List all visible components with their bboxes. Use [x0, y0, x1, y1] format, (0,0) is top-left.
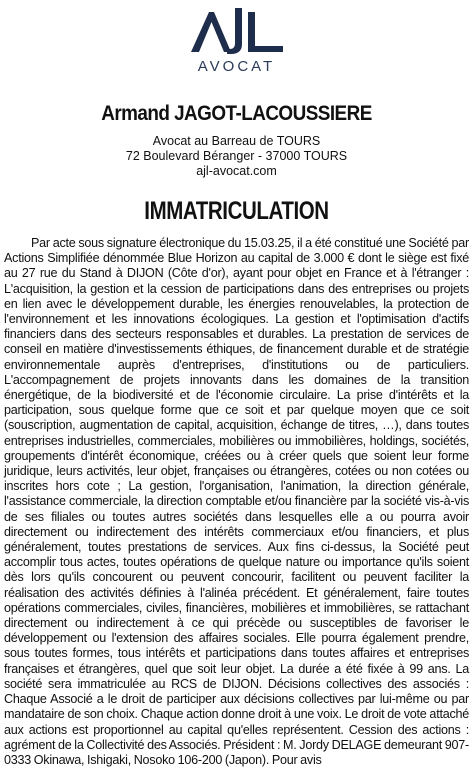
bar-affiliation: Avocat au Barreau de TOURS — [152, 134, 321, 148]
website-link[interactable]: ajl-avocat.com — [196, 164, 277, 178]
ajl-logo-mark — [187, 6, 287, 56]
notice-title: IMMATRICULATION — [144, 197, 329, 225]
office-address: 72 Boulevard Béranger - 37000 TOURS — [125, 149, 348, 163]
logo-subtitle: AVOCAT — [197, 58, 276, 75]
firm-logo — [0, 6, 473, 76]
notice-body: Par acte sous signature électronique du 15.03.25, il a été constitué une Société par Actions Simplifiée dénommée Blue Horizon au capital de 3.000 € dont le siège est fixé au 27 rue du Stand à DIJON (Côte d'or), ayant pour objet en France et à l'étranger : L'acquisition, la gestion et la cession de participations dans des entreprises ou projets en lien avec le développement durable, les énergies renouvelables, la protection de l'environnement et les innovations écologiques. La gestion et l'optimisation d'actifs financiers dans des secteurs responsables et durables. La prestation de services de conseil en matière d'investissements éthiques, de financement durable et de stratégie environnementale auprès d'entreprises, d'institutions ou de particuliers. L'accompagnement de projets innovants dans les domaines de la transition énergétique, de la biodiversité et de l'économie circulaire. La prise d'intérêts et la participation, sous quelque forme que ce soit et par quelque moyen que ce soit (souscription, augmentation de capital, acquisition, échange de titres, …), dans toutes entreprises industrielles, commerciales, mobilières ou immobilières, holdings, sociétés, groupements d'intérêt économique, créées ou à créer quels que soient leur forme juridique, leurs activités, leur objet, françaises ou étrangères, cotées ou non cotées ou inscrites hors cote ; La gestion, l'organisation, l'animation, la direction générale, l'assistance commerciale, la direction comptable et/ou financière par la société vis-à-vis de ses filiales ou toutes autres sociétés dans lesquelles elle a ou pourra avoir directement ou indirectement des intérêts commerciaux et/ou financiers, et plus généralement, toutes prestations de services. Aux fins ci-dessus, la Société peut accomplir tous actes, toutes opérations de quelque nature ou importance qu'ils soient dès lors qu'ils concourent ou peuvent concourir, facilitent ou peuvent faciliter la réalisation des activités définies à l'alinéa précédent. Et généralement, faire toutes opérations commerciales, civiles, financières, mobilières et immobilières, se rattachant directement ou indirectement à ce qui précède ou susceptibles de favoriser le développement ou l'extension des affaires sociales. Elle pourra également prendre, sous toutes formes, tous intérêts et participations dans toutes affaires et entreprises françaises et étrangères, quel que soit leur objet. La durée a été fixée à 99 ans. La société sera immatriculée au RCS de DIJON. Décisions collectives des associés : Chaque Associé a le droit de participer aux décisions collectives par lui-même ou par mandataire de son choix. Chaque action donne droit à une voix. Le droit de vote attaché aux actions est proportionnel au capital qu'elles représentent. Cession des actions : agrément de la Collectivité des Associés. Président : M. Jordy DELAGE demeurant 907-0333 Okinawa, Ishigaki, Nosoko 106-200 (Japon). Pour avis — [4, 236, 469, 767]
lawyer-name: Armand JAGOT-LACOUSSIERE — [101, 102, 372, 125]
